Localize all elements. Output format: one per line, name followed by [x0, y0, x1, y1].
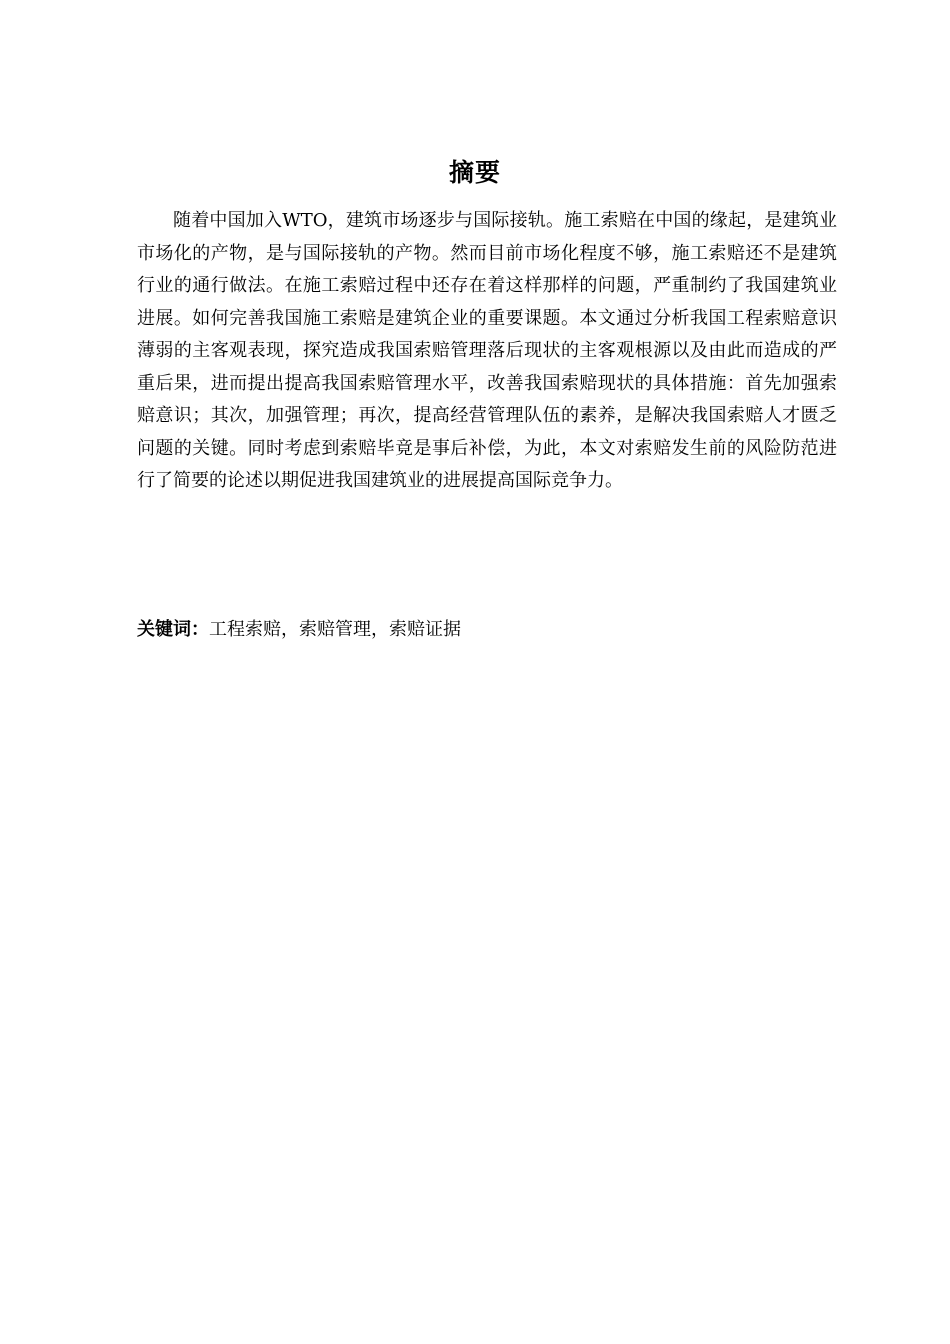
keywords-label: 关键词： [137, 619, 209, 640]
abstract-paragraph: 随着中国加入WTO，建筑市场逐步与国际接轨。施工索赔在中国的缘起，是建筑业市场化的产物，是与国际接轨的产物。然而目前市场化程度不够，施工索赔还不是建筑行业的通行做法。在施工索赔过程中还存在着这样那样的问题，严重制约了我国建筑业进展。如何完善我国施工索赔是建筑企业的重要课题。本文通过分析我国工程索赔意识薄弱的主客观表现，探究造成我国索赔管理落后现状的主客观根源以及由此而造成的严重后果，进而提出提高我国索赔管理水平，改善我国索赔现状的具体措施：首先加强索赔意识；其次，加强管理；再次，提高经营管理队伍的素养，是解决我国索赔人才匮乏问题的关键。同时考虑到索赔毕竟是事后补偿，为此，本文对索赔发生前的风险防范进行了简要的论述以期促进我国建筑业的进展提高国际竞争力。 [137, 210, 837, 491]
keywords-line [137, 614, 837, 646]
keywords-value: 工程索赔，索赔管理，索赔证据 [209, 619, 461, 640]
page-title: 摘要 [448, 158, 501, 187]
